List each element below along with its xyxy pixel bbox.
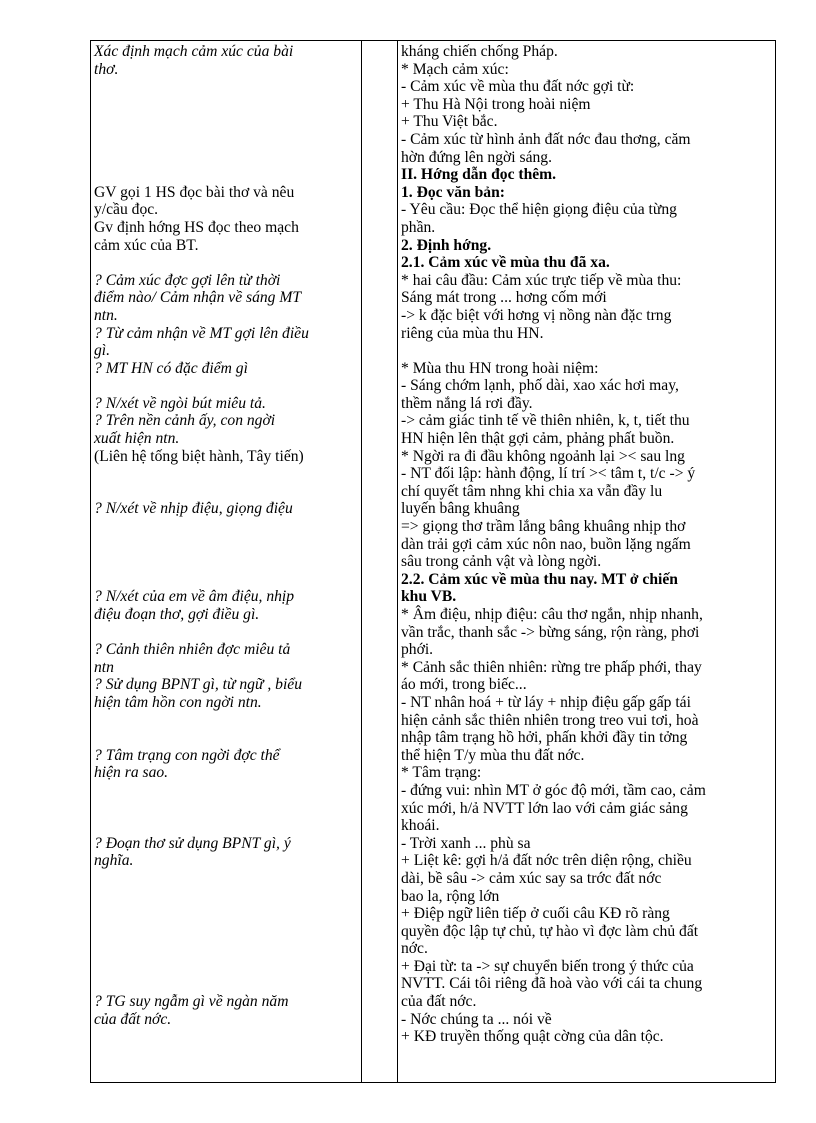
spacer [94,113,359,131]
content-line: * Cảnh sắc thiên nhiên: rừng tre phấp phới, thay [401,658,702,676]
content-line: luyến bâng khuâng [401,500,520,518]
spacer [94,131,359,149]
content-line: chí quyết tâm nhng khi chia xa vẫn đầy lu [401,482,663,500]
content-line: - NT đối lập: hành động, lí trí >< tâm t, t/c -> ý [401,465,696,483]
spacer [94,729,359,747]
teacher-question-line: xuất hiện ntn. [94,430,180,448]
content-line: dàn trải gợi cảm xúc nôn nao, buồn lặng ngấm [401,535,691,553]
spacer [94,78,359,96]
content-line: HN hiện lên thật gợi cảm, phảng phất buồn. [401,430,675,448]
content-line: quyền độc lập tự chủ, tự hào vì đợc làm chủ đất [401,922,699,940]
content-line: * Ngời ra đi đầu không ngoảnh lại >< sau lng [401,447,685,465]
content-line: -> cảm giác tinh tế về thiên nhiên, k, t, tiết thu [401,412,690,430]
section-heading: II. Hớng dẫn đọc thêm. [401,166,557,184]
teacher-question-line: hiện tâm hồn con ngời ntn. [94,693,262,711]
teacher-question-line: điệu đoạn thơ, gợi điều gì. [94,606,260,623]
content-line: => giọng thơ trầm lắng bâng khuâng nhịp thơ [401,518,686,536]
spacer [94,483,359,501]
spacer [94,518,359,536]
spacer [94,624,359,642]
teacher-question-line: thơ. [94,60,119,78]
content-line: - Trời xanh ... phù sa [401,834,531,852]
spacer [94,782,359,800]
content-line [401,342,774,360]
teacher-question-line: ? MT HN có đặc điểm gì [94,359,248,377]
content-line: phần. [401,218,436,236]
spacer [94,254,359,272]
content-line: dài, bề sâu -> cảm xúc say sa trớc đất nớc [401,869,662,887]
spacer [94,149,359,167]
spacer [94,536,359,554]
content-line: - Nớc chúng ta ... nói về [401,1010,552,1028]
column-divider-2 [397,41,398,1082]
teacher-question-line: ? N/xét về nhịp điệu, giọng điệu [94,500,293,518]
teacher-note-line: Gv định hớng HS đọc theo mạch [94,218,299,236]
teacher-question-line: ? N/xét về ngòi bút miêu tả. [94,394,266,412]
content-line: + KĐ truyền thống quật cờng của dân tộc. [401,1028,664,1046]
spacer [94,800,359,818]
content-line: sâu trong cảnh vật và lòng ngời. [401,553,602,571]
content-line: * Tâm trạng: [401,764,482,782]
section-heading: 1. Đọc văn bản: [401,183,505,201]
content-line: thể hiện T/y mùa thu đất nớc. [401,746,585,764]
spacer [94,712,359,730]
content-line: khoái. [401,817,440,835]
content-line: NVTT. Cái tôi riêng đã hoà vào với cái ta chung [401,975,703,993]
content-line: -> k đặc biệt với hơng vị nồng nàn đặc trng [401,306,672,324]
teacher-question-line: Xác định mạch cảm xúc của bài [94,43,294,60]
teacher-question-line: ? Sử dụng BPNT gì, từ ngữ , biểu [94,676,303,694]
content-line: * Mùa thu HN trong hoài niệm: [401,359,599,377]
content-line: * Mạch cảm xúc: [401,60,509,78]
content-line: + Liệt kê: gợi h/ả đất nớc trên diện rộng, chiều [401,852,692,870]
content-line: thềm nắng lá rơi đầy. [401,394,533,412]
teacher-question-line: gì. [94,342,111,360]
spacer [94,905,359,923]
teacher-question-line: ? Cảm xúc đợc gợi lên từ thời [94,271,281,289]
content-line: nhập tâm trạng hồ hởi, phấn khởi đầy tin tởng [401,729,688,747]
content-line: - Cảm xúc từ hình ảnh đất nớc đau thơng, căm [401,130,691,148]
spacer [94,975,359,993]
spacer [94,940,359,958]
content-line: - Sáng chớm lạnh, phố dài, xao xác hơi may, [401,377,679,395]
lesson-table [90,40,776,1083]
section-heading: 2.2. Cảm xúc về mùa thu nay. MT ở chiến [401,570,678,588]
teacher-question-line: ntn. [94,306,118,324]
teacher-question-line: ? Trên nền cảnh ấy, con ngời [94,412,276,430]
content-line: hiện cảnh sắc thiên nhiên trong treo vui tơi, hoà [401,711,699,729]
teacher-question-line: nghĩa. [94,852,134,870]
teacher-question-line: ntn [94,658,114,676]
teacher-question-line: của đất nớc. [94,1010,172,1028]
content-line: + Thu Việt bắc. [401,113,498,131]
column-divider-1 [361,41,362,1082]
content-line: vần trắc, thanh sắc -> bừng sáng, rộn ràng, phơi [401,623,700,641]
teacher-question-line: ? Tâm trạng con ngời đợc thể [94,746,280,764]
content-line: phới. [401,641,434,659]
content-line: + Thu Hà Nội trong hoài niệm [401,95,591,113]
content-line: * hai câu đầu: Cảm xúc trực tiếp về mùa thu: [401,271,682,289]
spacer [94,958,359,976]
spacer [94,166,359,184]
teacher-question-line: điểm nào/ Cảm nhận về sáng MT [94,289,302,307]
content-line: - NT nhân hoá + từ láy + nhịp điệu gấp gấp tái [401,693,691,711]
content-line: kháng chiến chống Pháp. [401,43,558,60]
spacer [94,377,359,395]
teacher-note-line: cảm xúc của BT. [94,236,199,254]
content-line: Sáng mát trong ... hơng cốm mới [401,289,607,307]
spacer [94,888,359,906]
spacer [94,553,359,571]
spacer [94,571,359,589]
section-heading: 2.1. Cảm xúc về mùa thu đã xa. [401,254,610,272]
teacher-question-line: ? TG suy ngẫm gì về ngàn năm [94,993,289,1011]
teacher-note-line: GV gọi 1 HS đọc bài thơ và nêu [94,183,295,201]
content-line: riêng của mùa thu HN. [401,324,544,342]
content-line: áo mới, trong biếc... [401,676,527,694]
lesson-content-column [401,43,774,1046]
teacher-question-line: ? Từ cảm nhận về MT gợi lên điều [94,324,309,342]
content-line: bao la, rộng lớn [401,887,500,905]
section-heading: 2. Định hớng. [401,236,492,254]
teacher-note-line: y/cầu đọc. [94,201,159,219]
content-line: + Điệp ngữ liên tiếp ở cuối câu KĐ rõ ràng [401,905,670,923]
section-heading: khu VB. [401,588,457,606]
teacher-question-line: ? N/xét của em về âm điệu, nhịp [94,588,295,606]
spacer [94,96,359,114]
teacher-activity-column [94,43,359,1028]
spacer [94,923,359,941]
content-line: của đất nớc. [401,993,477,1011]
content-line: xúc mới, h/ả NVTT lớn lao với cảm giác sảng [401,799,688,817]
content-line: nớc. [401,940,428,958]
spacer [94,870,359,888]
teacher-note-line: (Liên hệ tống biệt hành, Tây tiến) [94,447,304,465]
spacer [94,817,359,835]
content-line: - đứng vui: nhìn MT ở góc độ mới, tầm cao, cảm [401,781,706,799]
teacher-question-line: hiện ra sao. [94,764,169,782]
teacher-question-line: ? Đoạn thơ sử dụng BPNT gì, ý [94,834,291,852]
content-line: + Đại từ: ta -> sự chuyển biến trong ý thức của [401,957,694,975]
content-line: * Âm điệu, nhịp điệu: câu thơ ngắn, nhịp nhanh, [401,606,703,623]
content-line: - Yêu cầu: Đọc thể hiện giọng điệu của từng [401,201,677,219]
spacer [94,465,359,483]
content-line: hờn đứng lên ngời sáng. [401,148,552,166]
teacher-question-line: ? Cảnh thiên nhiên đợc miêu tả [94,641,291,659]
content-line: - Cảm xúc về mùa thu đất nớc gợi từ: [401,78,635,96]
